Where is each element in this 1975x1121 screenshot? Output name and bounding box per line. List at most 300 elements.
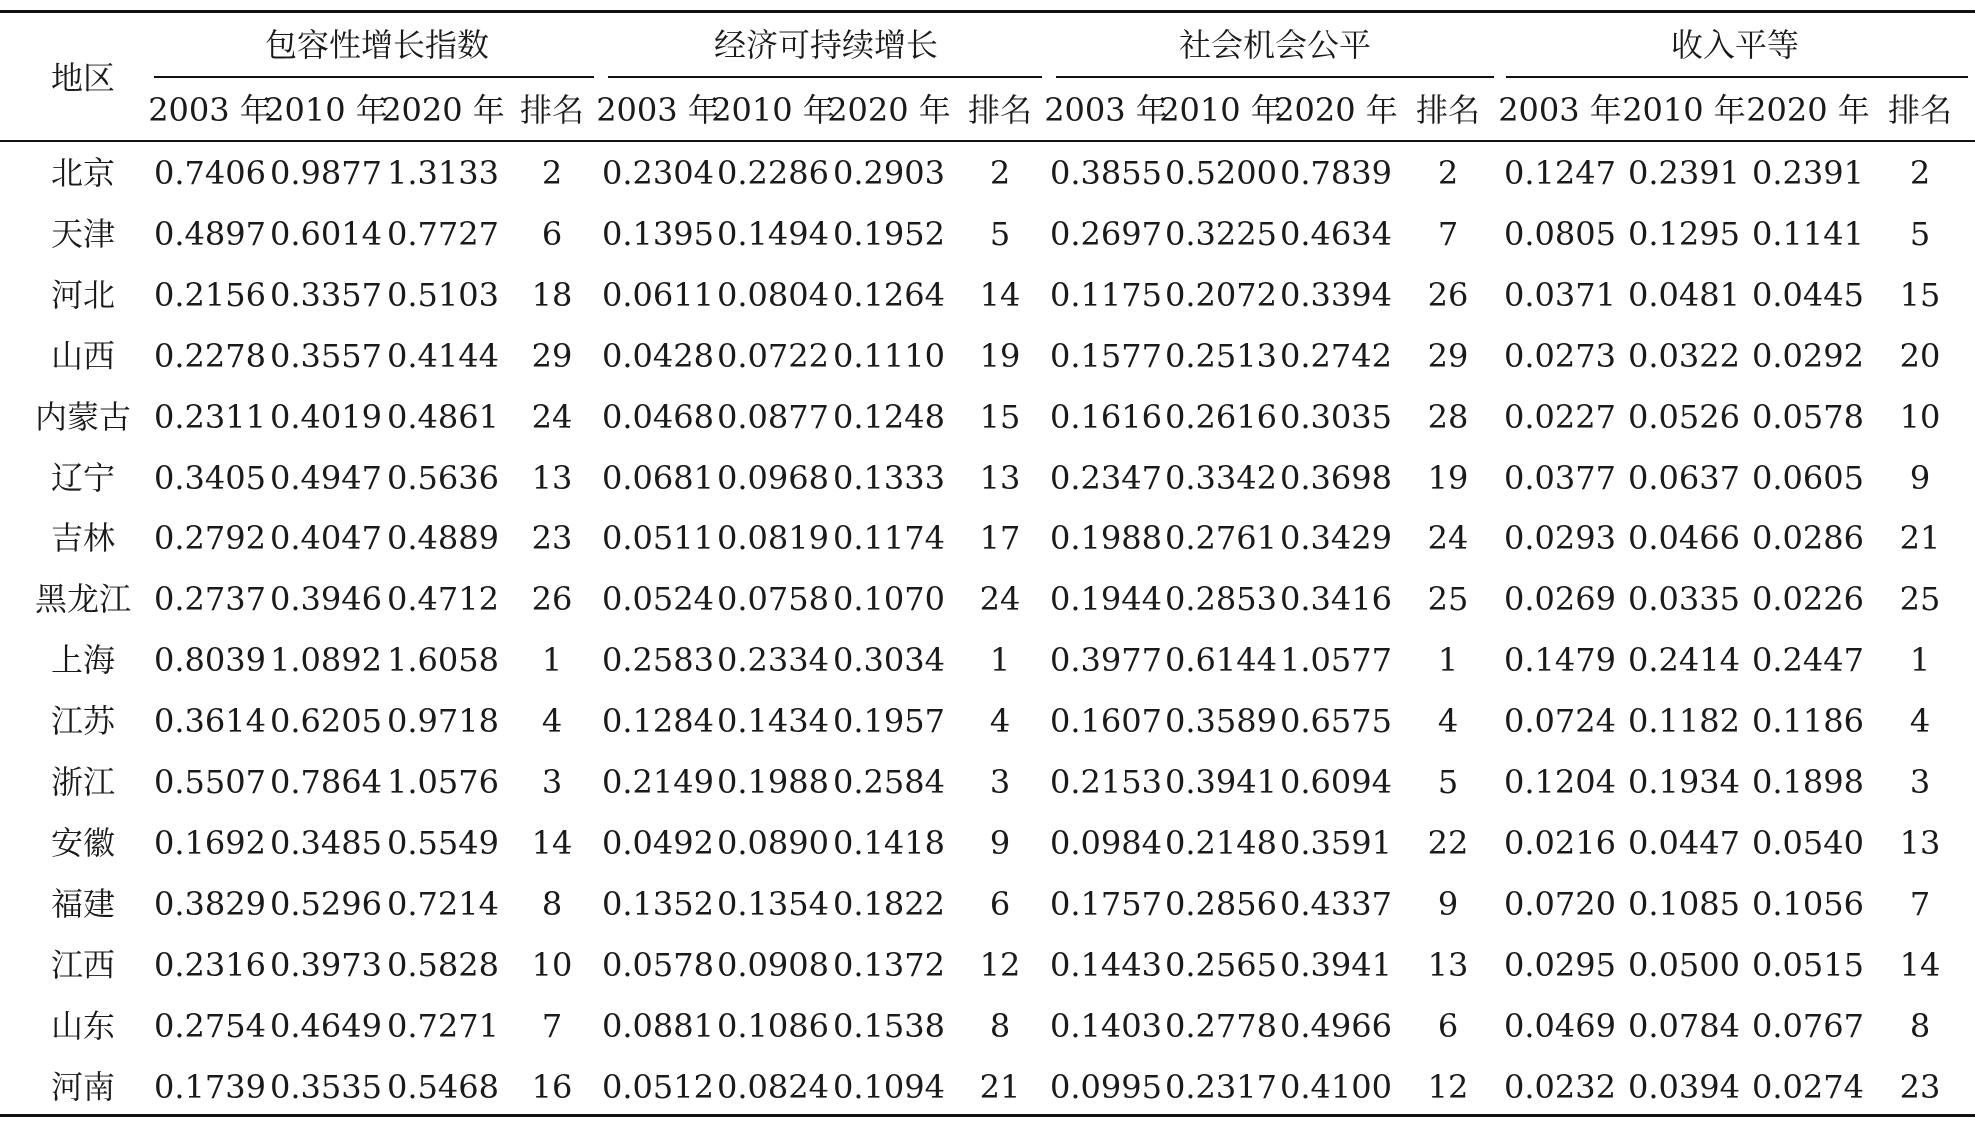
- sub-column-header: 2020 年: [1746, 91, 1870, 129]
- table-cell: 0.0269: [1504, 580, 1616, 619]
- group-header: 社会机会公平: [1178, 26, 1372, 64]
- table-cell: 0.0447: [1628, 823, 1740, 862]
- table-cell: 0.1577: [1050, 336, 1162, 375]
- table-cell: 0.3698: [1280, 458, 1392, 497]
- table-cell: 0.0515: [1752, 945, 1864, 984]
- table-cell: 1.0577: [1280, 641, 1392, 680]
- table-cell: 26: [1427, 275, 1469, 314]
- table-cell: 0.4966: [1280, 1006, 1392, 1045]
- table-cell: 0.0637: [1628, 458, 1740, 497]
- table-cell: 6: [989, 884, 1011, 923]
- table-cell: 0.1692: [154, 823, 266, 862]
- table-cell: 0.2149: [602, 763, 714, 801]
- table-cell: 0.3941: [1280, 945, 1392, 984]
- table-cell: 23: [1899, 1067, 1941, 1106]
- table-cell: 1: [989, 641, 1011, 680]
- table-cell: 0.3225: [1165, 214, 1277, 253]
- table-cell: 0.3557: [270, 336, 382, 375]
- sub-column-header: 2010 年: [1159, 91, 1283, 129]
- table-cell: 6: [1437, 1006, 1459, 1045]
- table-cell: 0.3589: [1165, 702, 1277, 741]
- table-cell: 4: [1909, 702, 1931, 741]
- table-cell: 3: [1909, 763, 1931, 801]
- table-cell: 24: [531, 397, 573, 436]
- table-cell: 0.0784: [1628, 1006, 1740, 1045]
- table-cell: 0.5549: [387, 823, 499, 862]
- table-cell: 9: [1437, 884, 1459, 923]
- row-region-label: 内蒙古: [34, 397, 132, 436]
- table-cell: 9: [1909, 458, 1931, 497]
- table-cell: 12: [979, 945, 1021, 984]
- sub-column-header: 排名: [519, 91, 585, 129]
- table-cell: 22: [1427, 823, 1469, 862]
- table-cell: 7: [1437, 214, 1459, 253]
- table-cell: 8: [989, 1006, 1011, 1045]
- table-cell: 28: [1427, 397, 1469, 436]
- table-cell: 5: [1437, 763, 1459, 801]
- table-cell: 0.0492: [602, 823, 714, 862]
- table-cell: 0.3946: [270, 580, 382, 619]
- table-cell: 0.0273: [1504, 336, 1616, 375]
- table-cell: 7: [1909, 884, 1931, 923]
- table-cell: 0.1418: [833, 823, 945, 862]
- table-cell: 0.1822: [833, 884, 945, 923]
- table-cell: 0.1616: [1050, 397, 1162, 436]
- table-cell: 0.5468: [387, 1067, 499, 1106]
- table-cell: 0.0526: [1628, 397, 1740, 436]
- table-cell: 0.1443: [1050, 945, 1162, 984]
- row-region-label: 吉林: [50, 519, 116, 558]
- table-cell: 20: [1899, 336, 1941, 375]
- table-cell: 0.3405: [154, 458, 266, 497]
- group-header: 收入平等: [1670, 26, 1800, 64]
- table-cell: 17: [979, 519, 1021, 558]
- table-cell: 19: [1427, 458, 1469, 497]
- table-cell: 0.3977: [1050, 641, 1162, 680]
- sub-column-header: 2010 年: [711, 91, 835, 129]
- table-cell: 0.2697: [1050, 214, 1162, 253]
- row-region-label: 辽宁: [50, 458, 116, 497]
- table-cell: 0.7214: [387, 884, 499, 923]
- table-cell: 0.1247: [1504, 154, 1616, 192]
- table-cell: 0.0605: [1752, 458, 1864, 497]
- table-cell: 0.0984: [1050, 823, 1162, 862]
- table-cell: 0.0881: [602, 1006, 714, 1045]
- table-cell: 0.0890: [717, 823, 829, 862]
- table-cell: 0.0540: [1752, 823, 1864, 862]
- table-cell: 0.3614: [154, 702, 266, 741]
- table-cell: 0.2856: [1165, 884, 1277, 923]
- table-cell: 0.0578: [1752, 397, 1864, 436]
- table-cell: 0.3941: [1165, 763, 1277, 801]
- table-cell: 0.0293: [1504, 519, 1616, 558]
- row-region-label: 江苏: [50, 702, 116, 741]
- table-cell: 9: [989, 823, 1011, 862]
- table-cell: 3: [989, 763, 1011, 801]
- table-cell: 12: [1427, 1067, 1469, 1106]
- table-cell: 1: [1437, 641, 1459, 680]
- table-cell: 0.0995: [1050, 1067, 1162, 1106]
- table-cell: 0.1094: [833, 1067, 945, 1106]
- table-cell: 0.1494: [717, 214, 829, 253]
- group-header: 经济可持续增长: [713, 26, 939, 64]
- sub-column-header: 2003 年: [148, 91, 272, 129]
- group-header-underline: [1056, 76, 1494, 78]
- table-cell: 23: [531, 519, 573, 558]
- row-region-label: 安徽: [50, 823, 116, 862]
- table-cell: 4: [989, 702, 1011, 741]
- row-region-label: 河北: [50, 275, 116, 314]
- table-cell: 0.2742: [1280, 336, 1392, 375]
- table-cell: 14: [531, 823, 573, 862]
- table-cell: 0.2148: [1165, 823, 1277, 862]
- table-cell: 0.4337: [1280, 884, 1392, 923]
- row-region-label: 北京: [50, 154, 116, 192]
- table-cell: 0.2317: [1165, 1067, 1277, 1106]
- table-cell: 0.3973: [270, 945, 382, 984]
- table-cell: 0.4712: [387, 580, 499, 619]
- table-cell: 0.2513: [1165, 336, 1277, 375]
- table-cell: 15: [979, 397, 1021, 436]
- table-cell: 1.6058: [387, 641, 499, 680]
- table-cell: 0.7271: [387, 1006, 499, 1045]
- table-cell: 13: [531, 458, 573, 497]
- table-cell: 14: [1899, 945, 1941, 984]
- table-cell: 0.3342: [1165, 458, 1277, 497]
- table-cell: 0.1174: [833, 519, 945, 558]
- table-cell: 0.1607: [1050, 702, 1162, 741]
- table-cell: 13: [1427, 945, 1469, 984]
- table-cell: 0.0767: [1752, 1006, 1864, 1045]
- region-column-header: 地区: [50, 59, 116, 97]
- table-cell: 0.2334: [717, 641, 829, 680]
- table-cell: 0.7727: [387, 214, 499, 253]
- table-cell: 0.0371: [1504, 275, 1616, 314]
- table-cell: 5: [989, 214, 1011, 253]
- sub-column-header: 排名: [967, 91, 1033, 129]
- table-cell: 0.1538: [833, 1006, 945, 1045]
- table-cell: 25: [1899, 580, 1941, 619]
- table-cell: 0.0804: [717, 275, 829, 314]
- table-cell: 13: [1899, 823, 1941, 862]
- table-cell: 0.1070: [833, 580, 945, 619]
- table-cell: 0.0216: [1504, 823, 1616, 862]
- table-cell: 0.1934: [1628, 763, 1740, 801]
- row-region-label: 江西: [50, 945, 116, 984]
- table-cell: 0.4047: [270, 519, 382, 558]
- table-cell: 0.1333: [833, 458, 945, 497]
- table-cell: 0.2391: [1752, 154, 1864, 192]
- sub-column-header: 2003 年: [1498, 91, 1622, 129]
- table-cell: 10: [1899, 397, 1941, 436]
- table-cell: 0.4100: [1280, 1067, 1392, 1106]
- table-cell: 0.1352: [602, 884, 714, 923]
- table-cell: 0.0805: [1504, 214, 1616, 253]
- table-cell: 0.2778: [1165, 1006, 1277, 1045]
- table-cell: 0.1056: [1752, 884, 1864, 923]
- table-cell: 0.2286: [717, 154, 829, 192]
- table-cell: 0.3591: [1280, 823, 1392, 862]
- table-cell: 26: [531, 580, 573, 619]
- table-cell: 0.2584: [833, 763, 945, 801]
- table-cell: 21: [1899, 519, 1941, 558]
- table-cell: 29: [531, 336, 573, 375]
- table-cell: 10: [531, 945, 573, 984]
- group-header-underline: [608, 76, 1042, 78]
- table-cell: 0.3535: [270, 1067, 382, 1106]
- table-cell: 0.5200: [1165, 154, 1277, 192]
- table-cell: 4: [1437, 702, 1459, 741]
- table-cell: 0.2414: [1628, 641, 1740, 680]
- table-cell: 0.6144: [1165, 641, 1277, 680]
- table-cell: 0.5507: [154, 763, 266, 801]
- table-cell: 0.1264: [833, 275, 945, 314]
- row-region-label: 浙江: [50, 763, 116, 801]
- sub-column-header: 2020 年: [381, 91, 505, 129]
- table-cell: 8: [541, 884, 563, 923]
- table-cell: 0.1354: [717, 884, 829, 923]
- table-cell: 0.0722: [717, 336, 829, 375]
- table-cell: 14: [979, 275, 1021, 314]
- table-cell: 0.2153: [1050, 763, 1162, 801]
- table-cell: 0.0469: [1504, 1006, 1616, 1045]
- table-cell: 0.2737: [154, 580, 266, 619]
- table-cell: 0.2072: [1165, 275, 1277, 314]
- table-cell: 21: [979, 1067, 1021, 1106]
- table-cell: 0.4947: [270, 458, 382, 497]
- table-cell: 0.3034: [833, 641, 945, 680]
- table-bottom-rule: [0, 1114, 1975, 1117]
- table-cell: 0.1957: [833, 702, 945, 741]
- table-cell: 0.3829: [154, 884, 266, 923]
- table-cell: 0.6094: [1280, 763, 1392, 801]
- table-header-rule: [0, 140, 1975, 142]
- table-cell: 0.1988: [1050, 519, 1162, 558]
- table-cell: 24: [979, 580, 1021, 619]
- table-cell: 8: [1909, 1006, 1931, 1045]
- table-cell: 0.2304: [602, 154, 714, 192]
- table-cell: 0.1248: [833, 397, 945, 436]
- table-cell: 0.4019: [270, 397, 382, 436]
- table-cell: 29: [1427, 336, 1469, 375]
- table-cell: 0.1085: [1628, 884, 1740, 923]
- table-cell: 13: [979, 458, 1021, 497]
- table-cell: 0.0500: [1628, 945, 1740, 984]
- table-cell: 2: [541, 154, 563, 192]
- table-cell: 0.0377: [1504, 458, 1616, 497]
- table-cell: 0.7406: [154, 154, 266, 192]
- table-cell: 18: [531, 275, 573, 314]
- table-cell: 0.1403: [1050, 1006, 1162, 1045]
- table-cell: 7: [541, 1006, 563, 1045]
- table-cell: 0.1395: [602, 214, 714, 253]
- table-cell: 2: [989, 154, 1011, 192]
- table-cell: 0.0394: [1628, 1067, 1740, 1106]
- table-cell: 0.7864: [270, 763, 382, 801]
- table-cell: 0.2565: [1165, 945, 1277, 984]
- table-cell: 0.0445: [1752, 275, 1864, 314]
- sub-column-header: 2003 年: [596, 91, 720, 129]
- table-cell: 0.2792: [154, 519, 266, 558]
- table-cell: 0.2447: [1752, 641, 1864, 680]
- table-cell: 0.2853: [1165, 580, 1277, 619]
- group-header-underline: [1506, 76, 1968, 78]
- row-region-label: 上海: [50, 641, 116, 680]
- table-cell: 0.1988: [717, 763, 829, 801]
- table-cell: 0.2583: [602, 641, 714, 680]
- table-cell: 2: [1437, 154, 1459, 192]
- table-cell: 0.9877: [270, 154, 382, 192]
- group-header-underline: [154, 76, 594, 78]
- table-cell: 0.0724: [1504, 702, 1616, 741]
- table-cell: 0.3035: [1280, 397, 1392, 436]
- table-cell: 0.8039: [154, 641, 266, 680]
- table-cell: 0.5103: [387, 275, 499, 314]
- table-cell: 0.1284: [602, 702, 714, 741]
- table-cell: 0.4649: [270, 1006, 382, 1045]
- table-cell: 0.2347: [1050, 458, 1162, 497]
- table-cell: 2: [1909, 154, 1931, 192]
- table-cell: 0.0511: [602, 519, 714, 558]
- table-cell: 0.1757: [1050, 884, 1162, 923]
- sub-column-header: 排名: [1887, 91, 1953, 129]
- table-cell: 0.1186: [1752, 702, 1864, 741]
- table-cell: 0.6205: [270, 702, 382, 741]
- row-region-label: 山西: [50, 336, 116, 375]
- table-cell: 0.0468: [602, 397, 714, 436]
- table-cell: 0.5636: [387, 458, 499, 497]
- table-cell: 0.4897: [154, 214, 266, 253]
- table-cell: 0.2903: [833, 154, 945, 192]
- table-cell: 0.0227: [1504, 397, 1616, 436]
- table-cell: 0.3394: [1280, 275, 1392, 314]
- table-cell: 0.3485: [270, 823, 382, 862]
- table-cell: 0.0758: [717, 580, 829, 619]
- table-cell: 16: [531, 1067, 573, 1106]
- table-cell: 0.2391: [1628, 154, 1740, 192]
- table-cell: 0.0226: [1752, 580, 1864, 619]
- row-region-label: 山东: [50, 1006, 116, 1045]
- table-cell: 0.1141: [1752, 214, 1864, 253]
- table-cell: 0.1182: [1628, 702, 1740, 741]
- table-cell: 0.0274: [1752, 1067, 1864, 1106]
- table-cell: 0.0481: [1628, 275, 1740, 314]
- table-cell: 0.0232: [1504, 1067, 1616, 1106]
- table-cell: 0.0286: [1752, 519, 1864, 558]
- table-cell: 0.2156: [154, 275, 266, 314]
- table-cell: 0.1110: [833, 336, 945, 375]
- table-cell: 0.2754: [154, 1006, 266, 1045]
- table-cell: 0.0466: [1628, 519, 1740, 558]
- table-cell: 0.1086: [717, 1006, 829, 1045]
- table-cell: 0.0819: [717, 519, 829, 558]
- table-cell: 0.9718: [387, 702, 499, 741]
- table-cell: 0.1898: [1752, 763, 1864, 801]
- row-region-label: 天津: [50, 214, 116, 253]
- row-region-label: 黑龙江: [34, 580, 132, 619]
- table-cell: 1: [541, 641, 563, 680]
- table-cell: 1: [1909, 641, 1931, 680]
- table-cell: 0.7839: [1280, 154, 1392, 192]
- sub-column-header: 2003 年: [1044, 91, 1168, 129]
- table-cell: 1.0892: [270, 641, 382, 680]
- table-cell: 5: [1909, 214, 1931, 253]
- table-cell: 0.0877: [717, 397, 829, 436]
- table-cell: 0.4861: [387, 397, 499, 436]
- table-cell: 0.2316: [154, 945, 266, 984]
- table-cell: 25: [1427, 580, 1469, 619]
- table-cell: 0.1944: [1050, 580, 1162, 619]
- table-cell: 6: [541, 214, 563, 253]
- table-cell: 0.0681: [602, 458, 714, 497]
- row-region-label: 河南: [50, 1067, 116, 1106]
- table-cell: 4: [541, 702, 563, 741]
- table-cell: 0.0512: [602, 1067, 714, 1106]
- row-region-label: 福建: [50, 884, 116, 923]
- table-cell: 0.3429: [1280, 519, 1392, 558]
- table-cell: 0.0720: [1504, 884, 1616, 923]
- table-cell: 0.1479: [1504, 641, 1616, 680]
- table-cell: 0.5828: [387, 945, 499, 984]
- table-top-rule: [0, 10, 1975, 13]
- table-cell: 0.0292: [1752, 336, 1864, 375]
- table-cell: 0.2278: [154, 336, 266, 375]
- table-cell: 0.3855: [1050, 154, 1162, 192]
- table-cell: 0.1204: [1504, 763, 1616, 801]
- table-cell: 0.5296: [270, 884, 382, 923]
- group-header: 包容性增长指数: [264, 26, 490, 64]
- table-cell: 0.0295: [1504, 945, 1616, 984]
- sub-column-header: 2010 年: [264, 91, 388, 129]
- table-cell: 0.1739: [154, 1067, 266, 1106]
- table-cell: 0.3357: [270, 275, 382, 314]
- table-cell: 15: [1899, 275, 1941, 314]
- table-cell: 0.3416: [1280, 580, 1392, 619]
- sub-column-header: 排名: [1415, 91, 1481, 129]
- table-cell: 0.4634: [1280, 214, 1392, 253]
- table-cell: 0.1295: [1628, 214, 1740, 253]
- table-cell: 0.1175: [1050, 275, 1162, 314]
- sub-column-header: 2020 年: [1274, 91, 1398, 129]
- table-cell: 0.2616: [1165, 397, 1277, 436]
- table-cell: 0.0908: [717, 945, 829, 984]
- table-cell: 0.0968: [717, 458, 829, 497]
- table-cell: 0.0428: [602, 336, 714, 375]
- table-cell: 1.3133: [387, 154, 499, 192]
- table-cell: 0.6575: [1280, 702, 1392, 741]
- sub-column-header: 2020 年: [827, 91, 951, 129]
- table-cell: 24: [1427, 519, 1469, 558]
- sub-column-header: 2010 年: [1622, 91, 1746, 129]
- table-cell: 0.0824: [717, 1067, 829, 1106]
- table-cell: 0.2761: [1165, 519, 1277, 558]
- table-cell: 0.4889: [387, 519, 499, 558]
- table-cell: 0.4144: [387, 336, 499, 375]
- table-cell: 3: [541, 763, 563, 801]
- table-cell: 0.1434: [717, 702, 829, 741]
- table-cell: 19: [979, 336, 1021, 375]
- table-cell: 0.0578: [602, 945, 714, 984]
- table-cell: 0.0322: [1628, 336, 1740, 375]
- table-cell: 0.1372: [833, 945, 945, 984]
- table-cell: 0.0524: [602, 580, 714, 619]
- table-cell: 0.1952: [833, 214, 945, 253]
- table-cell: 0.6014: [270, 214, 382, 253]
- table-cell: 0.0335: [1628, 580, 1740, 619]
- table-cell: 0.0611: [602, 275, 714, 314]
- table-cell: 1.0576: [387, 763, 499, 801]
- table-cell: 0.2311: [154, 397, 266, 436]
